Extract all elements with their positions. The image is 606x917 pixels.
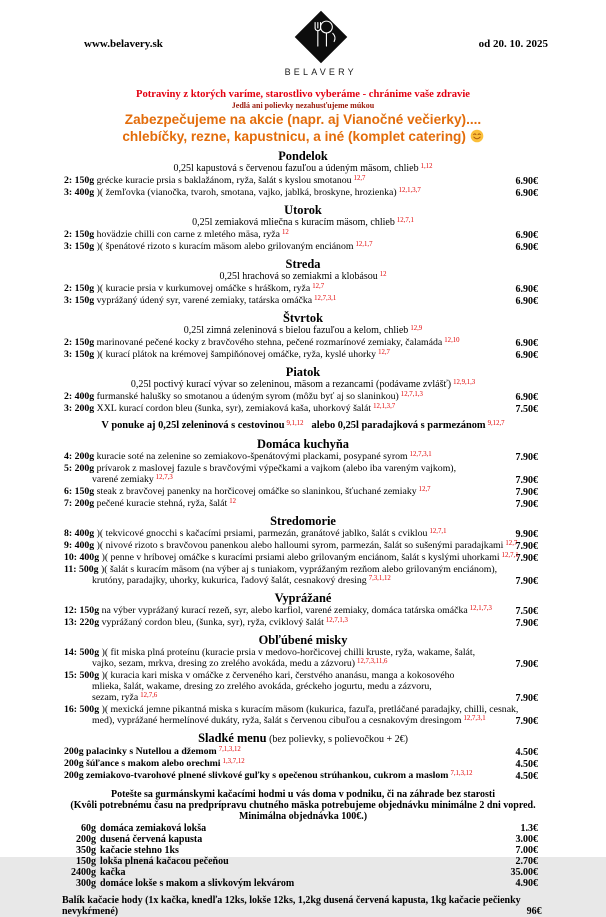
item-price: 7.90€ [515, 576, 538, 587]
item-price: 6.90€ [515, 230, 538, 241]
menu-item-text [64, 647, 510, 670]
item-description: )( tekvicové gnocchi s kačacími prsiami, parmezán, granátové jablko, šalát s cviklou [96, 528, 428, 539]
offer-part: V ponuke aj 0,25l zeleninová s cestovinou [101, 420, 285, 431]
section-heading [0, 732, 606, 746]
item-number-weight: 4: 200g [64, 451, 97, 462]
menu-item-row [0, 486, 606, 498]
menu-item-row [0, 617, 606, 629]
duck-item-name: domáce lokše s makom a slivkovým lekvárom [100, 878, 295, 889]
menu-item-line [64, 539, 518, 552]
menu-item-line [64, 486, 510, 498]
duck-item-weight: 200g [76, 834, 96, 845]
item-price: 7.90€ [515, 716, 538, 727]
menu-item-line [64, 528, 510, 540]
menu-item-row [0, 463, 606, 486]
menu-item-line [64, 670, 510, 681]
menu-item-row [0, 647, 606, 670]
item-description: XXL kurací cordon bleu (šunka, syr), zemiaková kaša, uhorkový šalát [96, 403, 372, 414]
menu-item-line [64, 241, 510, 253]
section-heading-text: Pondelok [278, 149, 328, 163]
item-number-weight: 10: 400g [64, 552, 102, 563]
item-description: kuracie soté na zelenine so zemiakovo-špenátovými plackami, posypané syrom [96, 451, 408, 462]
item-price: 7.90€ [515, 452, 538, 463]
section-heading-text: Štvrtok [283, 311, 323, 325]
duck-item-price: 2.70€ [515, 856, 538, 867]
menu-section [0, 366, 606, 433]
menu-item-line [64, 551, 519, 564]
item-price: 9.90€ [515, 529, 538, 540]
allergen-codes: 1,3,7,12 [222, 757, 245, 765]
menu-item-row [0, 770, 606, 782]
menu-item-line [64, 403, 510, 415]
item-number-weight: 3: 150g [64, 349, 97, 360]
menu-item-text [64, 463, 510, 486]
menu-item-line [64, 451, 510, 463]
item-description: vajko, sezam, mrkva, dresing zo zrelého avokáda, medu a zázvoru) [92, 658, 356, 669]
item-description: )( kuracia kari miska v omáčke z červeného kari, čerstvého ananásu, manga a kokosového [101, 670, 455, 681]
menu-section [0, 258, 606, 307]
item-number-weight: 2: 150g [64, 283, 97, 294]
item-description: šúľance s makom alebo orechmi [86, 758, 221, 769]
item-price: 7.90€ [515, 475, 538, 486]
item-price: 6.90€ [515, 338, 538, 349]
menu-item-line [64, 575, 510, 587]
duck-item-price: 35.00€ [510, 867, 538, 878]
duck-item-row [0, 845, 606, 856]
menu-item-row [0, 241, 606, 253]
allergen-codes: 12 [379, 270, 387, 278]
item-description: )( žemľovka (vianočka, tvaroh, smotana, vajko, jablká, broskyne, hrozienka) [96, 187, 397, 198]
menu-item-row [0, 746, 606, 758]
duck-item-row [0, 823, 606, 834]
promo-line-1-text: Zabezpečujeme na akcie (napr. aj Vianočné večierky).... [124, 112, 482, 127]
menu-section [0, 204, 606, 253]
menu-item-text [64, 704, 519, 727]
item-description: grécke kuracie prsia s baklažánom, ryža, šalát s kyslou smotanou [96, 175, 352, 186]
menu-valid-date: od 20. 10. 2025 [478, 38, 548, 50]
menu-item-line [64, 715, 510, 727]
page-header [0, 0, 606, 88]
menu-item-text [64, 758, 510, 770]
menu-item-text [64, 528, 510, 540]
item-description: varené zemiaky [92, 474, 154, 485]
menu-item-line [64, 605, 510, 617]
no-flour-note: Jedlá ani polievky nezahusťujeme múkou [231, 101, 375, 110]
item-description: zemiakovo-tvarohové plnené slivkové guľky s opečenou strúhankou, cukrom a maslom [86, 770, 449, 781]
menu-item-row [0, 498, 606, 510]
promo-line-1 [0, 111, 606, 128]
section-heading-text: Domáca kuchyňa [257, 437, 349, 451]
section-heading-text: Sladké menu [198, 731, 267, 745]
allergen-codes: 12,7,3,1 [409, 450, 432, 458]
section-heading [0, 438, 606, 451]
soup-text: 0,25l hrachová so zemiakmi a klobásou [219, 271, 378, 282]
item-price: 7.50€ [515, 404, 538, 415]
allergen-codes: 12,7 [353, 174, 366, 182]
menu-item-row [0, 283, 606, 295]
item-number-weight: 200g [64, 758, 87, 769]
soup-line [0, 271, 606, 283]
soup-line [0, 163, 606, 175]
menu-item-text [64, 551, 519, 564]
duck-feast-price-list [0, 823, 606, 889]
menu-item-text [64, 391, 510, 403]
section-heading-note: (bez polievky, s polievočkou + 2€) [266, 734, 408, 745]
menu-section [0, 515, 606, 587]
item-number-weight: 3: 150g [64, 241, 97, 252]
duck-item-price: 4.90€ [515, 878, 538, 889]
menu-section [0, 150, 606, 199]
duck-item-weight: 350g [76, 845, 96, 856]
soup-line [0, 379, 606, 391]
item-description: )( nivové rizoto s bravčovou panenkou alebo halloumi syrom, parmezán, šalát so sušenými paradajkami [96, 540, 504, 551]
menu-item-line [64, 474, 510, 486]
offer-part: alebo 0,25l paradajková s parmezánom [311, 420, 486, 431]
menu-item-line [64, 681, 510, 692]
item-number-weight: 8: 400g [64, 528, 97, 539]
menu-item-row [0, 391, 606, 403]
logo-block [285, 8, 357, 77]
duck-item-name: lokša plnená kačacou pečeňou [100, 856, 229, 867]
item-number-weight: 2: 400g [64, 391, 97, 402]
item-price: 7.90€ [515, 499, 538, 510]
section-heading-text: Vyprážané [274, 591, 332, 605]
item-number-weight: 16: 500g [64, 704, 102, 715]
allergen-codes: 12,7,6 [140, 691, 158, 699]
soup-text: 0,25l poctivý kurací vývar so zeleninou, mäsom a rezancami (podávame zvlášť) [130, 379, 452, 390]
allergen-codes: 7,1,3,12 [218, 745, 241, 753]
promo-line-2-text: chlebíčky, rezne, kapustnicu, a iné (komplet catering) [122, 129, 466, 144]
duck-item-weight: 300g [76, 878, 96, 889]
section-heading-text: Piatok [285, 365, 321, 379]
menu-item-line [64, 758, 510, 770]
item-description: )( kuracie prsia v kurkumovej omáčke s hráškom, ryža [96, 283, 311, 294]
duck-feast-note-line: Potešte sa gurmánskymi kačacími hodmi u vás doma v podniku, či na záhrade bez starosti [110, 789, 495, 800]
allergen-codes: 12,7,1 [396, 216, 414, 224]
menu-item-text [64, 175, 510, 187]
item-number-weight: 5: 200g [64, 463, 97, 474]
website-url: www.belavery.sk [84, 38, 163, 50]
item-price: 4.50€ [515, 759, 538, 770]
duck-feast-note [0, 789, 606, 822]
allergen-codes: 12,9,1,3 [453, 378, 476, 386]
item-number-weight: 2: 150g [64, 337, 97, 348]
menu-item-row [0, 540, 606, 552]
item-description: mlieka, šalát, wakame, dresing zo zrelého avokáda, gréckeho jogurtu, medu a zázvoru, [92, 681, 432, 692]
item-price: 4.50€ [515, 747, 538, 758]
item-price: 6.90€ [515, 188, 538, 199]
item-description: furmanské halušky so smotanou a údeným syrom (môžu byť aj so slaninkou) [96, 391, 399, 402]
duck-item-row [0, 878, 606, 889]
section-heading [0, 312, 606, 325]
menu-section [0, 438, 606, 510]
item-description: hovädzie chilli con carne z mletého mäsa, ryža [96, 229, 280, 240]
menu-item-line [64, 617, 510, 629]
allergen-codes: 1,12 [420, 162, 433, 170]
item-price: 6.90€ [515, 176, 538, 187]
allergen-codes: 12,7,1 [429, 527, 447, 535]
item-description: )( kurací plátok na krémovej šampiňónovej omáčke, ryža, kyslé uhorky [96, 349, 377, 360]
allergen-codes: 12,7,1 [501, 551, 519, 559]
item-number-weight: 11: 500g [64, 564, 102, 575]
allergen-codes: 12,7,1,3 [325, 616, 348, 624]
item-number-weight: 14: 500g [64, 647, 102, 658]
brand-name: BELAVERY [284, 67, 357, 77]
soup-offer-note [0, 419, 606, 433]
allergen-codes: 12,1,3,7 [373, 402, 396, 410]
menu-item-line [64, 770, 510, 782]
item-description: vyprážaný cordon bleu, (šunka, syr), ryža, cviklový šalát [101, 617, 324, 628]
menu-item-line [64, 564, 510, 575]
item-description: marinované pečené kocky z bravčového stehna, pečené rozmarínové zemiaky, čalamáda [96, 337, 443, 348]
item-price: 7.90€ [515, 659, 538, 670]
menu-item-line [64, 658, 510, 670]
item-description: )( penne v hríbovej omáčke s kuracími prsiami alebo grilovaným enciánom, šalát s kyslými uhorkami [101, 552, 500, 563]
item-price: 6.90€ [515, 350, 538, 361]
duck-item-weight: 150g [76, 856, 96, 867]
item-price: 6.90€ [515, 242, 538, 253]
menu-item-line [64, 391, 510, 403]
intro-block [0, 88, 606, 145]
menu-section [0, 592, 606, 629]
menu-item-row [0, 175, 606, 187]
duck-item-row [0, 834, 606, 845]
duck-item-name: domáca zemiaková lokša [100, 823, 207, 834]
allergen-codes: 12,7,1,3 [400, 390, 423, 398]
soup-text: 0,25l zimná zeleninová s bielou fazuľou a kelom, chlieb [183, 325, 409, 336]
allergen-codes: 12,7 [378, 348, 390, 356]
section-heading [0, 258, 606, 271]
allergen-codes: 12,7,3,1 [463, 714, 486, 722]
item-price: 7.90€ [515, 693, 538, 704]
duck-item-name: kačka [100, 867, 126, 878]
menu-item-text [64, 746, 510, 758]
menu-item-line [64, 283, 510, 295]
menu-item-row [0, 229, 606, 241]
menu-item-text [64, 295, 510, 307]
item-description: )( mexická jemne pikantná miska s kuracím mäsom (kukurica, fazuľa, pretláčané paradajky, chilli, cesnak, [101, 704, 519, 715]
menu-item-line [64, 463, 510, 474]
allergen-codes: 7,1,3,12 [450, 769, 473, 777]
menu-item-row [0, 528, 606, 540]
menu-item-row [0, 670, 606, 704]
menu-item-row [0, 605, 606, 617]
item-number-weight: 2: 150g [64, 229, 97, 240]
item-price: 6.90€ [515, 296, 538, 307]
menu-item-text [64, 229, 510, 241]
duck-package-line: Balík kačacie hody (1x kačka, knedľa 12ks, lokše 12ks, 1,2kg dusená červená kapusta, 1kg kačacie pečienky [62, 895, 521, 906]
menu-item-row [0, 758, 606, 770]
menu-item-text [64, 498, 510, 510]
allergen-codes: 12,1,3,7 [398, 186, 421, 194]
duck-item-price: 1.3€ [520, 823, 538, 834]
menu-section [0, 634, 606, 727]
item-price: 7.90€ [515, 541, 538, 552]
item-description: sezam, ryža [92, 692, 139, 703]
section-heading [0, 515, 606, 528]
menu-item-row [0, 403, 606, 415]
soup-text: 0,25l kapustová s červenou fazuľou a údeným mäsom, chlieb [173, 163, 419, 174]
item-number-weight: 12: 150g [64, 605, 102, 616]
duck-item-name: kačacie stehno 1ks [100, 845, 179, 856]
smiley-icon [470, 129, 484, 143]
item-number-weight: 2: 150g [64, 175, 97, 186]
section-heading [0, 634, 606, 647]
menu-item-row [0, 552, 606, 564]
duck-package-text [62, 895, 521, 917]
section-heading-text: Obľúbené misky [258, 633, 348, 647]
allergen-codes: 12,7,3,11,6 [357, 657, 388, 665]
menu-item-row [0, 704, 606, 727]
item-description: prívarok z maslovej fazule s bravčovými výpečkami a vajkom (alebo iba vareným vajkom), [96, 463, 457, 474]
promo-line-2 [0, 128, 606, 145]
menu-item-text [64, 187, 510, 199]
menu-item-line [64, 337, 510, 349]
item-number-weight: 9: 400g [64, 540, 97, 551]
allergen-codes: 9,1,12 [286, 419, 304, 427]
menu-section [0, 732, 606, 782]
item-price: 7.90€ [515, 487, 538, 498]
duck-item-price: 7.00€ [515, 845, 538, 856]
allergen-codes: 12,7 [312, 282, 325, 290]
item-description: steak z bravčovej panenky na horčicovej omáčke so slaninkou, šťuchané zemiaky [96, 486, 417, 497]
menu-item-text [64, 605, 510, 617]
item-description: na výber vyprážaný kurací rezeň, syr, alebo karfiol, varené zemiaky, domáca tatárska omáčka [101, 605, 468, 616]
item-price: 7.50€ [515, 606, 538, 617]
menu-item-line [64, 647, 510, 658]
item-description: palacinky s Nutellou a džemom [86, 746, 217, 757]
item-price: 7.90€ [515, 553, 538, 564]
duck-item-row [0, 856, 606, 867]
section-heading [0, 592, 606, 605]
health-slogan: Potraviny z ktorých varíme, starostlivo vyberáme - chránime vaše zdravie [135, 89, 471, 100]
menu-item-row [0, 187, 606, 199]
menu-item-line [64, 704, 519, 715]
item-price: 7.90€ [515, 618, 538, 629]
menu-sections [0, 150, 606, 782]
soup-line [0, 217, 606, 229]
item-number-weight: 200g [64, 746, 87, 757]
menu-item-text [64, 451, 510, 463]
item-description: )( špenátové rizoto s kuracím mäsom alebo grilovaným enciánom [96, 241, 354, 252]
section-heading [0, 150, 606, 163]
menu-item-text [64, 564, 510, 587]
duck-package-price: 96€ [526, 906, 542, 917]
allergen-codes: 7,3,1,12 [368, 574, 391, 582]
menu-item-text [64, 617, 510, 629]
item-number-weight: 3: 150g [64, 295, 97, 306]
section-heading-text: Stredomorie [270, 514, 336, 528]
item-number-weight: 3: 200g [64, 403, 97, 414]
menu-item-text [64, 539, 518, 552]
allergen-codes: 12,1,7 [355, 240, 373, 248]
menu-item-text [64, 670, 510, 704]
menu-item-line [64, 498, 510, 510]
allergen-codes: 12,9 [410, 324, 423, 332]
allergen-codes: 12,7,3,1 [314, 294, 337, 302]
allergen-codes: 12,7 [505, 539, 518, 547]
item-price: 6.90€ [515, 392, 538, 403]
menu-item-line [64, 349, 510, 361]
duck-item-weight: 60g [81, 823, 96, 834]
allergen-codes: 12 [282, 228, 289, 236]
item-description: vyprážaný údený syr, varené zemiaky, tatárska omáčka [96, 295, 313, 306]
section-heading-text: Streda [285, 257, 321, 271]
soup-text: 0,25l zemiaková mliečna s kuracím mäsom, chlieb [192, 217, 395, 228]
item-number-weight: 200g [64, 770, 87, 781]
item-number-weight: 7: 200g [64, 498, 97, 509]
menu-item-text [64, 241, 510, 253]
menu-item-line [64, 692, 510, 704]
menu-item-row [0, 295, 606, 307]
menu-item-text [64, 283, 510, 295]
duck-feast-note-line: Minimálna objednávka 100€.) [238, 811, 368, 822]
duck-item-weight: 2400g [71, 867, 96, 878]
duck-feast-note-line: (Kvôli potrebnému času na predprípravu chutného mäska potrebujeme objednávku minimálne 2 dni vopred. [70, 800, 536, 811]
section-heading-text: Utorok [284, 203, 322, 217]
menu-item-line [64, 229, 510, 241]
menu-item-line [64, 746, 510, 758]
menu-item-line [64, 295, 510, 307]
soup-line [0, 325, 606, 337]
item-description: )( šalát s kuracím mäsom (na výber aj s tuniakom, vyprážaným rezňom alebo grilovaným enciánom), [101, 564, 498, 575]
allergen-codes: 12,1,7,3 [469, 604, 492, 612]
menu-item-text [64, 349, 510, 361]
item-number-weight: 15: 500g [64, 670, 102, 681]
item-description: med), vyprážané hermelínové dukáty, ryža, šalát s červenou cibuľou a cesnakovým dresingom [92, 715, 462, 726]
duck-package-row [0, 895, 606, 917]
item-description: pečené kuracie stehná, ryža, šalát [96, 498, 228, 509]
item-number-weight: 6: 150g [64, 486, 97, 497]
allergen-codes: 9,12,7 [487, 419, 505, 427]
menu-item-row [0, 349, 606, 361]
duck-item-price: 3.00€ [515, 834, 538, 845]
allergen-codes: 12 [229, 497, 237, 505]
section-heading [0, 366, 606, 379]
menu-item-text [64, 486, 510, 498]
item-number-weight: 3: 400g [64, 187, 97, 198]
section-heading [0, 204, 606, 217]
item-description: )( fit miska plná proteínu (kuracie prsia v medovo-horčicovej chilli kruste, ryža, wakame, šalát, [101, 647, 476, 658]
item-price: 4.50€ [515, 771, 538, 782]
menu-item-text [64, 770, 510, 782]
menu-item-line [64, 187, 510, 199]
allergen-codes: 12,10 [444, 336, 460, 344]
menu-item-row [0, 337, 606, 349]
menu-section [0, 312, 606, 361]
duck-item-name: dusená červená kapusta [100, 834, 203, 845]
menu-item-text [64, 403, 510, 415]
item-description: krutóny, paradajky, uhorky, kukurica, ľadový šalát, cesnakový dresing [92, 575, 367, 586]
menu-item-line [64, 175, 510, 187]
item-number-weight: 13: 220g [64, 617, 102, 628]
duck-item-row [0, 867, 606, 878]
menu-item-text [64, 337, 510, 349]
allergen-codes: 12,7,3 [155, 473, 173, 481]
menu-item-row [0, 564, 606, 587]
item-price: 6.90€ [515, 284, 538, 295]
duck-package-line: nevykŕmené) [62, 906, 119, 917]
belavery-diamond-cutlery-icon [292, 8, 350, 66]
allergen-codes: 12,7 [418, 485, 431, 493]
menu-item-row [0, 451, 606, 463]
